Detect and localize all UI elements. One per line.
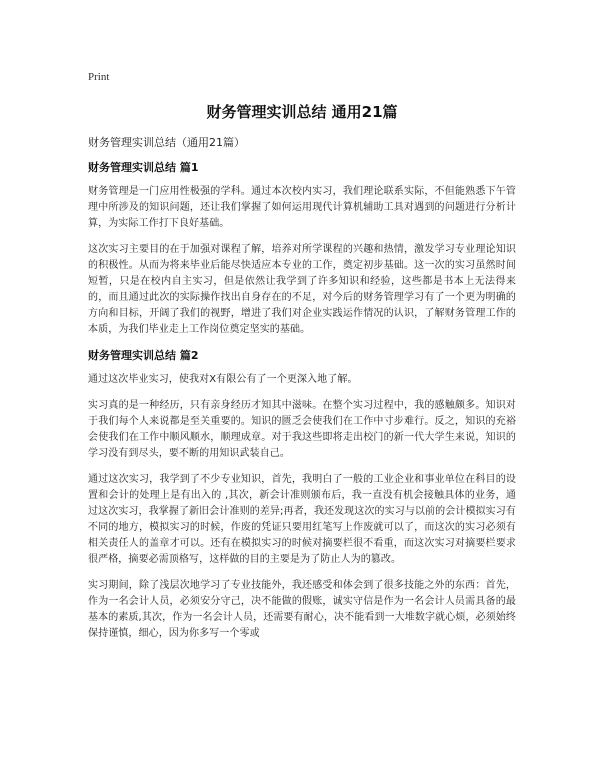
section-2-paragraph-2: 实习真的是一种经历，只有亲身经历才知其中滋味。在整个实习过程中，我的感触颇多。知识对于我们每个人来说都是至关重要的。知识的匮乏会使我们在工作中寸步难行。反之，知识的充裕会使我们在工作中顺风顺水，顺理成章。对于我这些即将走出校门的新一代大学生来说，知识的学习没有到尽头，要不断的用知识武装自己。 xyxy=(88,400,516,459)
section-heading-2: 财务管理实训总结 篇2 xyxy=(88,349,199,362)
section-1-paragraph-2: 这次实习主要目的在于加强对课程了解，培养对所学课程的兴趣和热情，激发学习专业理论知识的积极性。从而为将来毕业后能尽快适应本专业的工作，奠定初步基础。这一次的实习虽然时间短暂，只是在校内自主实习，但是依然让我学到了许多知识和经验，这些都是书本上无法得来的，而且通过此次的实际操作找出自身存在的不足，对今后的财务管理学习有了一个更为明确的方向和目标，开阔了我们的视野，增进了我们对企业实践运作情况的认识，了解财务管理工作的本质，为我们毕业走上工作岗位奠定坚实的基础。 xyxy=(88,244,516,335)
section-2-paragraph-3: 通过这次实习，我学到了不少专业知识，首先，我明白了一般的工业企业和事业单位在科目的设置和会计的处理上是有出入的 ,其次，新会计准则颁布后，我一直没有机会接触具体的业务，通过这次实习，我掌握了新旧会计准则的差异;再者，我还发现这次的实习与以前的会计模拟实习有不同的地方，模拟实习的时候，作废的凭证只要用红笔写上作废就可以了，而这次的实习必须有相关责任人的盖章才可以。还有在模拟实习的时候对摘要栏很不看重，而这次实习对摘要栏要求很严格，摘要必需顶格写，这样做的目的主要是为了防止人为的篡改。 xyxy=(88,474,516,565)
section-1-paragraph-1: 财务管理是一门应用性极强的学科。通过本次校内实习，我们理论联系实际，不但能熟悉下午管理中所涉及的知识问题，还让我们掌握了如何运用现代计算机辅助工具对遇到的问题进行分析计算，为实际工作打下良好基础。 xyxy=(88,186,516,229)
print-link[interactable]: Print xyxy=(88,71,110,83)
document-subtitle: 财务管理实训总结（通用21篇） xyxy=(88,136,245,149)
section-2-paragraph-4: 实习期间，除了浅层次地学习了专业技能外，我还感受和体会到了很多技能之外的东西：首先，作为一名会计人员，必须安分守己，决不能做的假账，诚实守信是作为一名会计人员需具备的最基本的素质,其次，作为一名会计人员，还需要有耐心，决不能看到一大堆数字就心烦，必须始终保持谨慎，细心，因为你多写一个零或 xyxy=(88,580,516,639)
section-2-paragraph-1: 通过这次毕业实习，使我对X有限公有了一个更深入地了解。 xyxy=(88,374,358,385)
section-heading-1: 财务管理实训总结 篇1 xyxy=(88,161,199,174)
document-content xyxy=(88,160,516,652)
document-title: 财务管理实训总结 通用21篇 xyxy=(206,103,398,121)
